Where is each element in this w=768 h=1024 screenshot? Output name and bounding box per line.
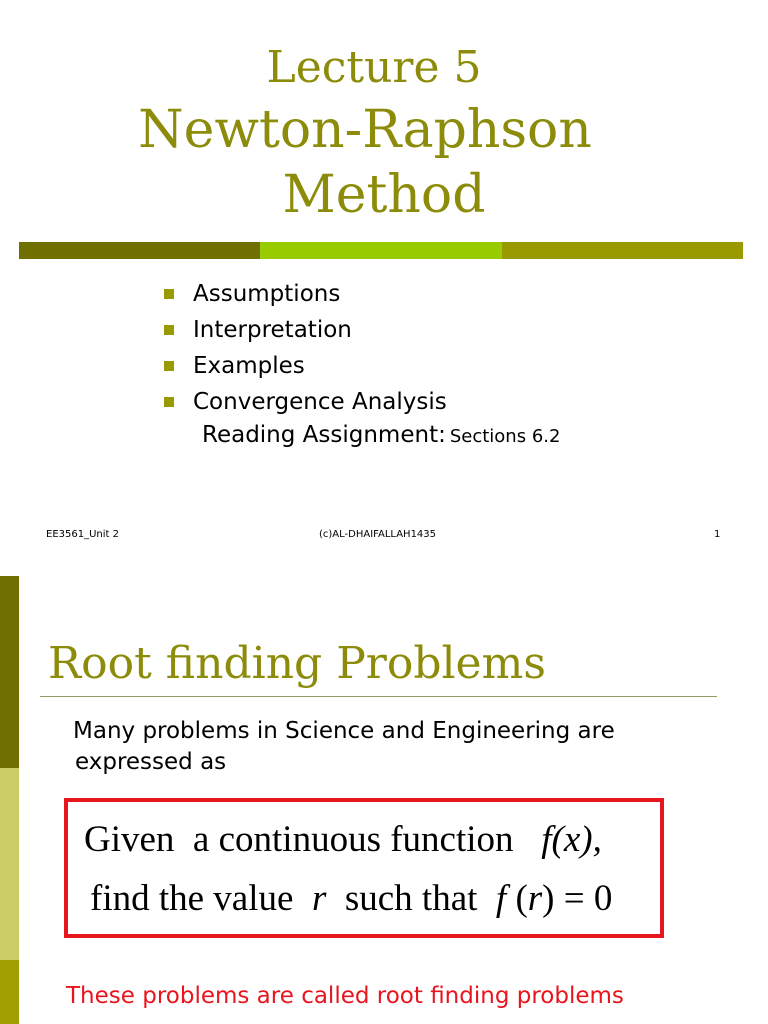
square-bullet-icon bbox=[164, 397, 174, 407]
square-bullet-icon bbox=[164, 361, 174, 371]
problem-line-1: Given a continuous function f(x), bbox=[84, 819, 602, 860]
divider-segment-dark bbox=[19, 242, 260, 259]
topic-list bbox=[160, 278, 447, 422]
method-title-line-1: Newton-Raphson bbox=[138, 100, 592, 160]
title-divider-bar bbox=[19, 242, 743, 259]
footer-page-number: 1 bbox=[714, 529, 721, 540]
side-bar-segment-light bbox=[0, 768, 19, 960]
footer-course: EE3561_Unit 2 bbox=[46, 529, 119, 540]
list-item bbox=[160, 278, 447, 314]
intro-line-2: expressed as bbox=[75, 749, 227, 775]
intro-line-1: Many problems in Science and Engineering are bbox=[73, 718, 615, 744]
list-item-label: Examples bbox=[193, 353, 305, 379]
footer-copyright: (c)AL-DHAIFALLAH1435 bbox=[319, 529, 437, 540]
list-item bbox=[160, 314, 447, 350]
slide-title: Root finding Problems bbox=[48, 638, 546, 689]
side-bar-segment-dark bbox=[0, 576, 19, 768]
divider-segment-olive bbox=[502, 242, 743, 259]
reading-assignment bbox=[202, 422, 560, 448]
list-item bbox=[160, 350, 447, 386]
lecture-title: Lecture 5 bbox=[266, 42, 482, 93]
reading-label: Reading Assignment: bbox=[202, 422, 446, 448]
list-item-label: Assumptions bbox=[193, 281, 341, 307]
square-bullet-icon bbox=[164, 289, 174, 299]
problem-line-2: find the value r such that f (r) = 0 bbox=[90, 878, 613, 919]
method-title-line-2: Method bbox=[282, 165, 486, 225]
reading-sections: Sections 6.2 bbox=[449, 426, 561, 447]
divider-segment-green bbox=[260, 242, 501, 259]
root-finding-note: These problems are called root finding problems bbox=[66, 983, 624, 1009]
list-item-label: Interpretation bbox=[193, 317, 352, 343]
list-item-label: Convergence Analysis bbox=[193, 389, 447, 415]
slide-2 bbox=[0, 576, 768, 1024]
side-bar-segment-olive bbox=[0, 960, 19, 1024]
intro-text bbox=[73, 716, 615, 778]
problem-statement-box bbox=[64, 798, 664, 938]
list-item bbox=[160, 386, 447, 422]
square-bullet-icon bbox=[164, 325, 174, 335]
title-underline bbox=[40, 696, 717, 697]
